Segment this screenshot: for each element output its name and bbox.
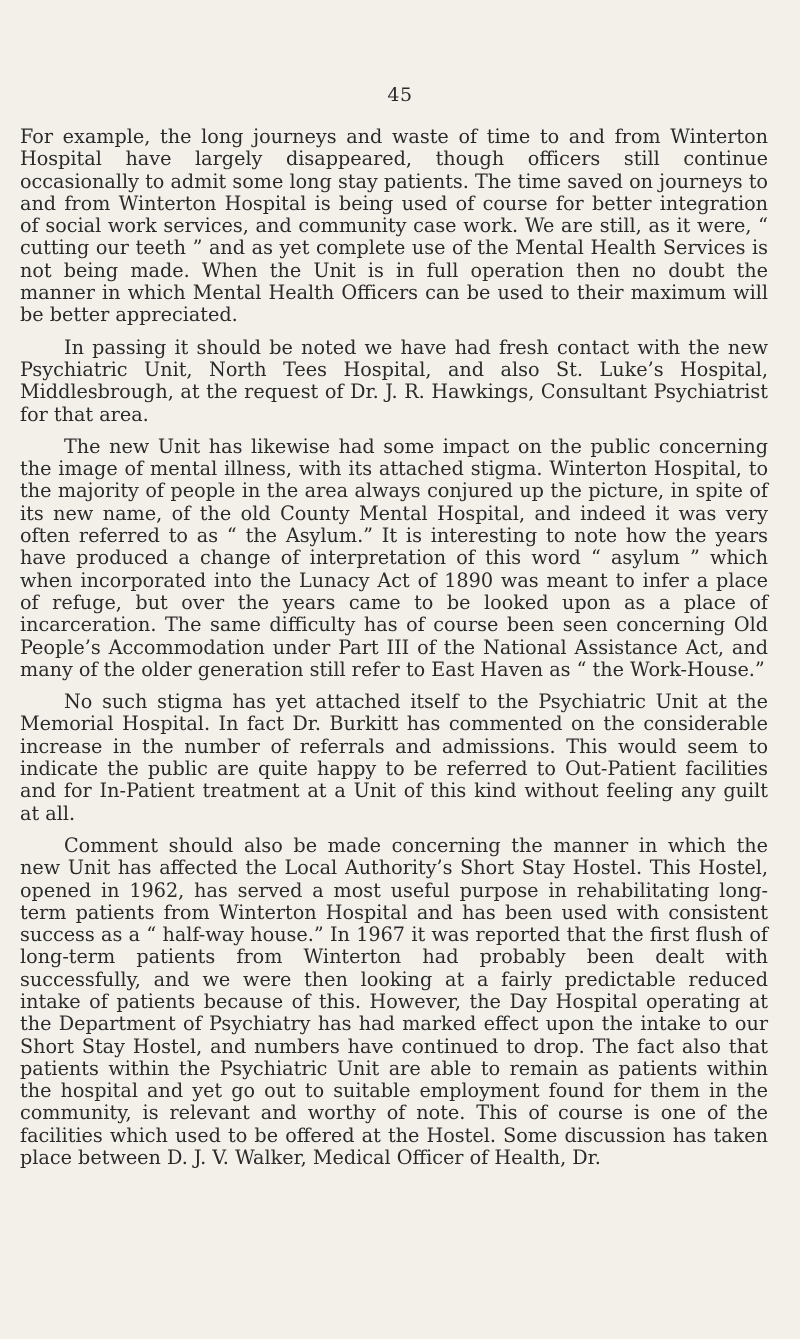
paragraph-stigma-asylum: The new Unit has likewise had some impact on the public concerning the image of mental illness, with its attached stigma. Winterton Hospital, to the majority of people in the area always conjured up the picture, in spite of its new name, of the old County Mental Hospital, and indeed it was very often referred to as “ the Asylum.” It is interesting to note how the years have produced a change of interpretation of this word “ asylum ” which when incorporated into the Lunacy Act of 1890 was meant to infer a place of refuge, but over the years came to be looked upon as a place of incarceration. The same difficulty has of course been seen concerning Old People’s Accommodation under Part III of the National Assistance Act, and many of the older generation still refer to East Haven as “ the Work-House.” xyxy=(20,434,768,681)
page-number: 45 xyxy=(387,84,413,106)
paragraph-north-tees-contact: In passing it should be noted we have had fresh contact with the new Psychiatric Unit, North Tees Hospital, and also St. Luke’s Hospital, Middlesbrough, at the request of Dr. J. R. Hawkings, Consultant Psychiatrist for that area. xyxy=(20,335,768,426)
body-text xyxy=(20,126,768,1179)
paragraph-memorial-hospital: No such stigma has yet attached itself to the Psychiatric Unit at the Memorial Hospital. In fact Dr. Burkitt has commented on the considerable increase in the number of referrals and admissions. This would seem to indicate the public are quite happy to be referred to Out-Patient facilities and for In-Patient treatment at a Unit of this kind without feeling any guilt at all. xyxy=(20,690,768,825)
document-page xyxy=(20,0,780,1339)
paragraph-journeys: For example, the long journeys and waste of time to and from Winterton Hospital have largely disappeared, though officers still continue occasionally to admit some long stay patients. The time saved on journeys to and from Winterton Hospital is being used of course for better integration of social work services, and community case work. We are still, as it were, “ cutting our teeth ” and as yet complete use of the Mental Health Services is not being made. When the Unit is in full operation then no doubt the manner in which Mental Health Officers can be used to their maximum will be better appreciated. xyxy=(20,125,768,327)
paragraph-short-stay-hostel: Comment should also be made concerning the manner in which the new Unit has affected the Local Authority’s Short Stay Hostel. This Hostel, opened in 1962, has served a most useful purpose in rehabilitating long-term patients from Winterton Hospital and has been used with consistent success as a “ half-way house.” In 1967 it was reported that the first flush of long-term patients from Winterton had probably been dealt with successfully, and we were then looking at a fairly predictable reduced intake of patients because of this. However, the Day Hospital operating at the Department of Psychiatry has had marked effect upon the intake to our Short Stay Hostel, and numbers have continued to drop. The fact also that patients within the Psychiatric Unit are able to remain as patients within the hospital and yet go out to suitable employment found for them in the community, is relevant and worthy of note. This of course is one of the facilities which used to be offered at the Hostel. Some discussion has taken place between D. J. V. Walker, Medical Officer of Health, Dr. xyxy=(20,833,768,1170)
